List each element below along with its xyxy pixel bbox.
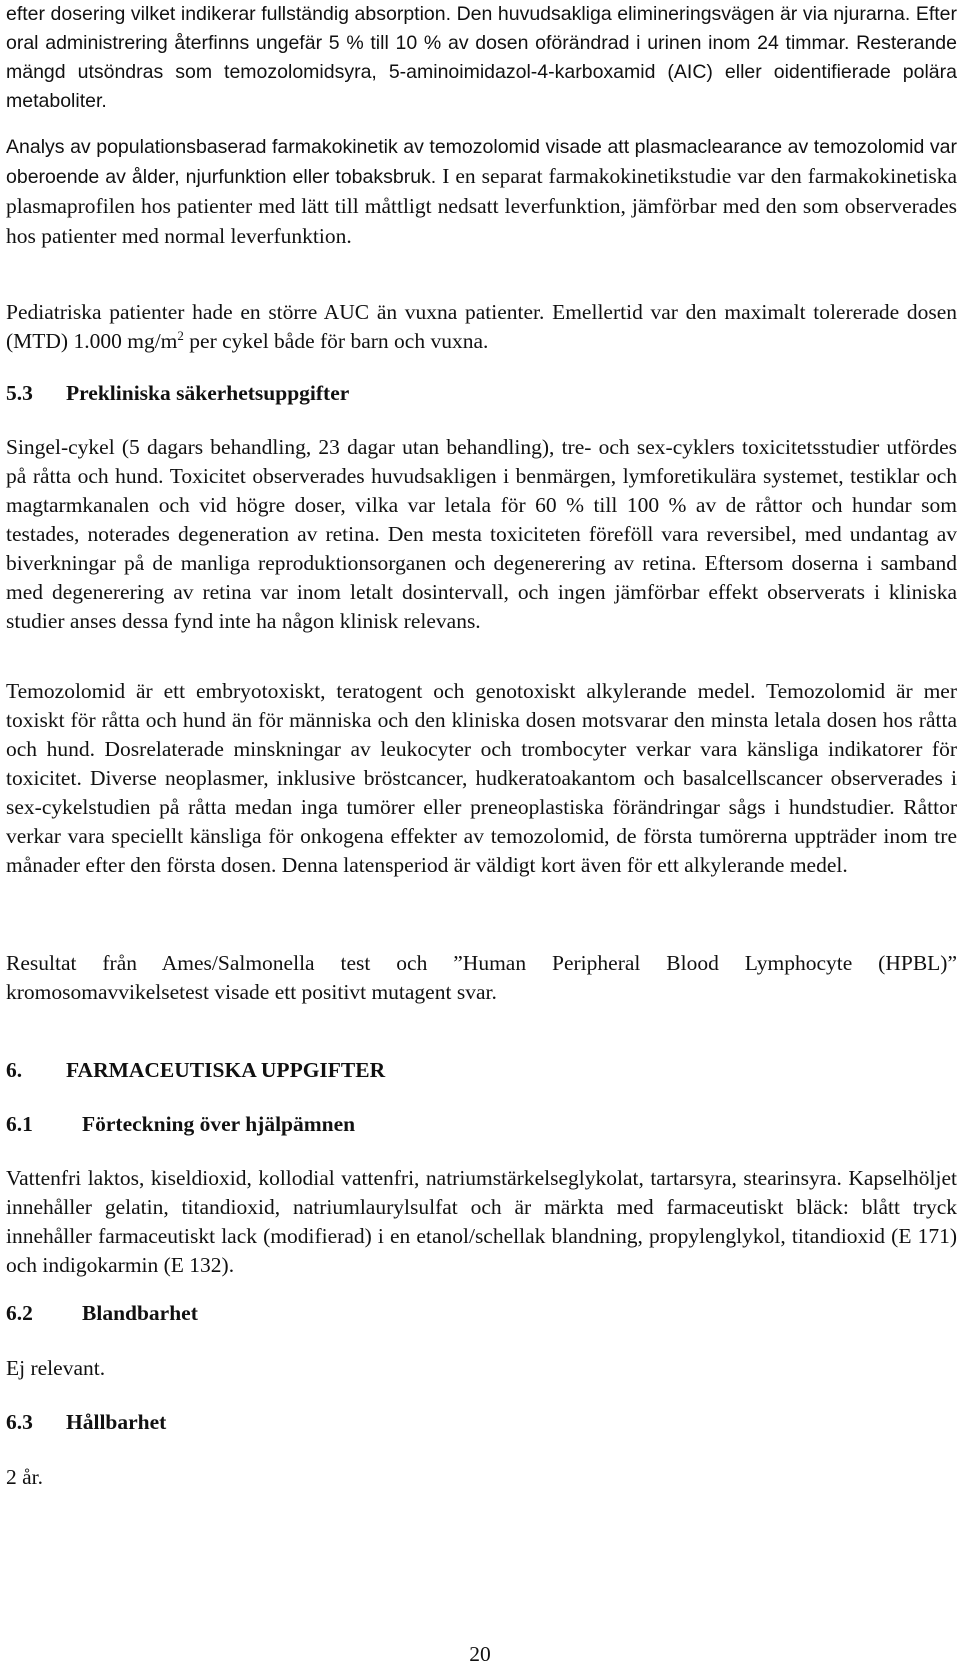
paragraph-genotoxicity: Temozolomid är ett embryotoxiskt, teratogent och genotoxiskt alkylerande medel. Temozolomid är mer toxiskt för råtta och hund än för människa och den kliniska dosen motsvarar den minsta letala dosen hos råtta och hund. Dosrelaterade minskningar av leukocyter och trombocyter verkar vara känsliga indikatorer för toxicitet. Diverse neoplasmer, inklusive bröstcancer, hudkeratoakantom och basalcellscancer observerades i sex-cykelstudien på råtta medan inga tumörer eller preneoplastiska förändringar sågs i hundstudier. Råttor verkar vara speciellt känsliga för onkogena effekter av temozolomid, de första tumörerna uppträder inom tre månader efter den första dosen. Denna latensperiod är väldigt kort även för ett alkylerande medel. bbox=[6, 679, 957, 877]
heading-6-number: 6. bbox=[6, 1058, 23, 1082]
hepatic-study-sentence: I en separat farmakokinetikstudie var den farmakokinetiska plasmaprofilen hos patienter med lätt till måttligt nedsatt leverfunktion, jämförbar med den som observerades hos patienter med normal leverfunktion. bbox=[6, 164, 957, 248]
heading-6-3 bbox=[6, 1408, 946, 1437]
pediatric-text-2: per cykel både för barn och vuxna. bbox=[183, 329, 489, 353]
pediatric-text-1: Pediatriska patienter hade en större AUC än vuxna patienter. Emellertid var den maximalt tolererade dosen (MTD) 1.000 mg/m bbox=[6, 300, 957, 353]
paragraph-pediatric bbox=[6, 298, 957, 356]
paragraph-ames-test: Resultat från Ames/Salmonella test och ”Human Peripheral Blood Lymphocyte (HPBL)” kromosomavvikelsetest visade ett positivt mutagent svar. bbox=[6, 951, 957, 1004]
heading-6-1-title: Förteckning över hjälpämnen bbox=[82, 1112, 356, 1136]
heading-6-2-number: 6.2 bbox=[6, 1301, 33, 1325]
page-number: 20 bbox=[469, 1642, 491, 1666]
heading-5-3-title: Prekliniska säkerhetsuppgifter bbox=[66, 381, 350, 405]
heading-6 bbox=[6, 1056, 946, 1085]
heading-6-2-title: Blandbarhet bbox=[82, 1301, 198, 1325]
heading-5-3-number: 5.3 bbox=[6, 381, 33, 405]
heading-6-2 bbox=[6, 1299, 946, 1328]
paragraph-shelf-life: 2 år. bbox=[6, 1465, 44, 1489]
heading-6-3-title: Hållbarhet bbox=[66, 1410, 167, 1434]
paragraph-excipients: Vattenfri laktos, kiseldioxid, kollodial vattenfri, natriumstärkelseglykolat, tartarsyra, stearinsyra. Kapselhöljet innehåller gelatin, titandioxid, natriumlaurylsulfat och är märkta med farmaceutiskt bläck: blått tryck innehåller farmaceutiskt lack (modifierad) i en etanol/schellak blandning, propylenglykol, titandioxid (E 171) och indigokarmin (E 132). bbox=[6, 1166, 957, 1277]
population-pk-sentence: Analys av populationsbaserad farmakokinetik av temozolomid visade att plasmaclearance av temozolomid var oberoende av ålder, njurfunktion eller tobaksbruk. bbox=[6, 136, 957, 188]
heading-6-title: FARMACEUTISKA UPPGIFTER bbox=[66, 1058, 386, 1082]
paragraph-toxicity-studies: Singel-cykel (5 dagars behandling, 23 dagar utan behandling), tre- och sex-cyklers toxicitetsstudier utfördes på råtta och hund. Toxicitet observerades huvudsakligen i benmärgen, lymforetikulära systemet, testiklar och magtarmkanalen och vid högre doser, vilka var letala för 60 % till 100 % av de råttor och hundar som testades, noterades degeneration av retina. Den mesta toxiciteten föreföll vara reversibel, med undantag av biverkningar på de manliga reproduktionsorganen och degenerering av retina. Eftersom doserna i samband med degenerering av retina var inom letalt dosintervall, och ingen jämförbar effekt observerats i kliniska studier anses dessa fynd inte ha någon klinisk relevans. bbox=[6, 435, 957, 633]
pediatric-superscript: 2 bbox=[177, 327, 184, 343]
heading-6-3-number: 6.3 bbox=[6, 1410, 33, 1434]
heading-6-1 bbox=[6, 1110, 946, 1139]
paragraph-incompatibilities: Ej relevant. bbox=[6, 1356, 106, 1380]
heading-5-3 bbox=[6, 379, 946, 408]
paragraph-population-pk bbox=[6, 133, 957, 252]
heading-6-1-number: 6.1 bbox=[6, 1112, 33, 1136]
paragraph-elimination: efter dosering vilket indikerar fullständig absorption. Den huvudsakliga elimineringsvägen är via njurarna. Efter oral administrering återfinns ungefär 5 % till 10 % av dosen oförändrad i urinen inom 24 timmar. Resterande mängd utsöndras som temozolomidsyra, 5-aminoimidazol-4-karboxamid (AIC) eller oidentifierade polära metaboliter. bbox=[6, 3, 957, 112]
